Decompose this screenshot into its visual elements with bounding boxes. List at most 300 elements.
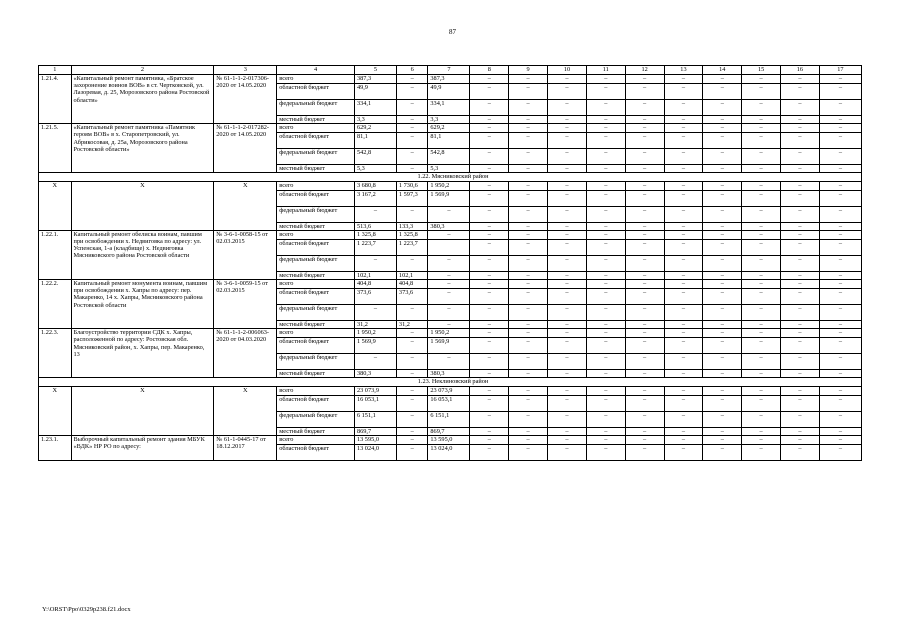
- value-cell: –: [548, 230, 587, 239]
- value-cell: –: [396, 305, 427, 321]
- value-cell: –: [586, 338, 625, 354]
- budget-type: областной бюджет: [277, 190, 355, 206]
- value-cell: –: [625, 230, 664, 239]
- value-cell: –: [819, 165, 861, 173]
- value-cell: –: [742, 435, 781, 444]
- value-cell: –: [625, 181, 664, 190]
- value-cell: –: [664, 165, 703, 173]
- value-cell: –: [742, 321, 781, 329]
- value-cell: 81,1: [428, 133, 470, 149]
- value-cell: –: [548, 239, 587, 255]
- object-name: Капитальный ремонт обелиска воинам, павшим при освобождении х. Недвиговка по адресу: ул. Успенская, 1-а (кладбище) х. Недвиговка Мясниковского района Ростовской области: [71, 230, 214, 279]
- value-cell: –: [586, 289, 625, 305]
- value-cell: –: [548, 255, 587, 271]
- value-cell: –: [354, 206, 396, 222]
- header-cell: 3: [214, 66, 277, 75]
- header-cell: 5: [354, 66, 396, 75]
- value-cell: –: [509, 239, 548, 255]
- value-cell: –: [470, 411, 509, 427]
- value-cell: –: [819, 116, 861, 124]
- value-cell: –: [625, 75, 664, 84]
- value-cell: –: [509, 255, 548, 271]
- budget-type: всего: [277, 124, 355, 133]
- value-cell: –: [509, 133, 548, 149]
- value-cell: 1 569,9: [354, 338, 396, 354]
- value-cell: –: [742, 354, 781, 370]
- value-cell: –: [625, 427, 664, 435]
- value-cell: –: [781, 444, 820, 460]
- value-cell: –: [509, 271, 548, 279]
- value-cell: 49,9: [428, 84, 470, 100]
- value-cell: –: [742, 411, 781, 427]
- value-cell: –: [548, 181, 587, 190]
- value-cell: –: [625, 133, 664, 149]
- value-cell: 1 325,8: [354, 230, 396, 239]
- value-cell: 5,3: [428, 165, 470, 173]
- value-cell: –: [586, 181, 625, 190]
- value-cell: –: [586, 444, 625, 460]
- value-cell: –: [819, 149, 861, 165]
- budget-type: всего: [277, 75, 355, 84]
- header-cell: 4: [277, 66, 355, 75]
- value-cell: –: [819, 271, 861, 279]
- value-cell: –: [781, 435, 820, 444]
- header-cell: 2: [71, 66, 214, 75]
- value-cell: –: [742, 444, 781, 460]
- value-cell: 380,3: [428, 222, 470, 230]
- value-cell: –: [396, 354, 427, 370]
- value-cell: –: [509, 222, 548, 230]
- section-row: [39, 378, 862, 386]
- value-cell: –: [509, 329, 548, 338]
- value-cell: –: [625, 305, 664, 321]
- value-cell: –: [664, 239, 703, 255]
- value-cell: –: [428, 321, 470, 329]
- value-cell: –: [470, 435, 509, 444]
- value-cell: –: [586, 239, 625, 255]
- value-cell: –: [586, 190, 625, 206]
- value-cell: –: [396, 427, 427, 435]
- value-cell: –: [396, 435, 427, 444]
- value-cell: –: [703, 435, 742, 444]
- value-cell: –: [742, 329, 781, 338]
- value-cell: –: [742, 149, 781, 165]
- value-cell: –: [742, 230, 781, 239]
- value-cell: –: [509, 338, 548, 354]
- budget-table: [38, 65, 862, 461]
- value-cell: –: [819, 239, 861, 255]
- value-cell: –: [470, 321, 509, 329]
- budget-type: областной бюджет: [277, 84, 355, 100]
- value-cell: –: [703, 370, 742, 378]
- value-cell: –: [703, 427, 742, 435]
- value-cell: –: [548, 190, 587, 206]
- value-cell: –: [781, 271, 820, 279]
- value-cell: –: [742, 386, 781, 395]
- value-cell: –: [703, 239, 742, 255]
- value-cell: –: [470, 444, 509, 460]
- value-cell: 1 950,2: [354, 329, 396, 338]
- header-cell: 12: [625, 66, 664, 75]
- value-cell: 16 053,1: [354, 395, 396, 411]
- value-cell: 629,2: [354, 124, 396, 133]
- value-cell: –: [781, 75, 820, 84]
- value-cell: –: [742, 239, 781, 255]
- budget-type: областной бюджет: [277, 239, 355, 255]
- value-cell: –: [509, 75, 548, 84]
- value-cell: –: [428, 230, 470, 239]
- value-cell: –: [509, 289, 548, 305]
- table-row: [39, 386, 862, 395]
- value-cell: –: [470, 329, 509, 338]
- value-cell: –: [428, 206, 470, 222]
- budget-type: всего: [277, 280, 355, 289]
- value-cell: –: [625, 190, 664, 206]
- row-number: Х: [39, 386, 72, 435]
- value-cell: –: [548, 206, 587, 222]
- value-cell: –: [819, 444, 861, 460]
- budget-type: местный бюджет: [277, 165, 355, 173]
- value-cell: –: [625, 239, 664, 255]
- value-cell: –: [742, 370, 781, 378]
- value-cell: 513,6: [354, 222, 396, 230]
- row-number: 1.23.1.: [39, 435, 72, 460]
- value-cell: –: [548, 444, 587, 460]
- value-cell: –: [548, 321, 587, 329]
- value-cell: –: [664, 338, 703, 354]
- value-cell: –: [470, 354, 509, 370]
- value-cell: –: [664, 271, 703, 279]
- table-row: [39, 280, 862, 289]
- value-cell: –: [509, 435, 548, 444]
- value-cell: –: [548, 165, 587, 173]
- value-cell: –: [819, 411, 861, 427]
- value-cell: –: [664, 435, 703, 444]
- budget-type: федеральный бюджет: [277, 255, 355, 271]
- value-cell: –: [664, 444, 703, 460]
- value-cell: –: [819, 75, 861, 84]
- value-cell: –: [586, 354, 625, 370]
- value-cell: –: [396, 75, 427, 84]
- value-cell: –: [742, 165, 781, 173]
- value-cell: 1 950,2: [428, 181, 470, 190]
- document-ref: № 3-6-1-0059-15 от 02.03.2015: [214, 280, 277, 329]
- value-cell: 13 024,0: [428, 444, 470, 460]
- value-cell: –: [625, 289, 664, 305]
- row-number: 1.22.3.: [39, 329, 72, 378]
- value-cell: –: [470, 116, 509, 124]
- value-cell: –: [548, 435, 587, 444]
- value-cell: –: [586, 230, 625, 239]
- value-cell: –: [625, 395, 664, 411]
- value-cell: –: [470, 427, 509, 435]
- row-number: 1.22.2.: [39, 280, 72, 329]
- budget-type: федеральный бюджет: [277, 149, 355, 165]
- header-cell: 10: [548, 66, 587, 75]
- budget-type: федеральный бюджет: [277, 206, 355, 222]
- value-cell: –: [664, 206, 703, 222]
- document-ref: Х: [214, 181, 277, 230]
- value-cell: –: [586, 75, 625, 84]
- value-cell: –: [664, 124, 703, 133]
- value-cell: 373,6: [354, 289, 396, 305]
- budget-type: местный бюджет: [277, 370, 355, 378]
- budget-type: федеральный бюджет: [277, 305, 355, 321]
- budget-type: областной бюджет: [277, 289, 355, 305]
- value-cell: –: [664, 230, 703, 239]
- value-cell: –: [625, 411, 664, 427]
- header-cell: 8: [470, 66, 509, 75]
- value-cell: –: [396, 444, 427, 460]
- object-name: Х: [71, 386, 214, 435]
- object-name: Выборочный капитальный ремонт здания МБУК «ВДК» НР РО по адресу:: [71, 435, 214, 460]
- value-cell: –: [509, 116, 548, 124]
- value-cell: –: [509, 280, 548, 289]
- value-cell: –: [819, 395, 861, 411]
- value-cell: –: [625, 321, 664, 329]
- section-title: 1.22. Мясниковский район: [39, 173, 862, 181]
- value-cell: –: [548, 149, 587, 165]
- value-cell: –: [742, 124, 781, 133]
- footer-file-path: Y:\ORST\Ppo\0329p238.f21.docx: [42, 606, 131, 613]
- value-cell: –: [586, 271, 625, 279]
- value-cell: –: [703, 289, 742, 305]
- value-cell: –: [548, 370, 587, 378]
- header-cell: 6: [396, 66, 427, 75]
- object-name: Х: [71, 181, 214, 230]
- value-cell: 3 680,8: [354, 181, 396, 190]
- value-cell: –: [664, 321, 703, 329]
- value-cell: –: [742, 222, 781, 230]
- value-cell: –: [703, 321, 742, 329]
- value-cell: –: [664, 411, 703, 427]
- value-cell: 13 024,0: [354, 444, 396, 460]
- value-cell: –: [548, 84, 587, 100]
- value-cell: –: [625, 280, 664, 289]
- value-cell: 13 595,0: [354, 435, 396, 444]
- value-cell: –: [428, 354, 470, 370]
- value-cell: –: [586, 165, 625, 173]
- value-cell: –: [781, 100, 820, 116]
- value-cell: –: [586, 435, 625, 444]
- value-cell: [428, 239, 470, 255]
- value-cell: –: [548, 427, 587, 435]
- value-cell: –: [703, 354, 742, 370]
- value-cell: 334,1: [354, 100, 396, 116]
- value-cell: –: [819, 338, 861, 354]
- value-cell: –: [781, 370, 820, 378]
- row-number: Х: [39, 181, 72, 230]
- value-cell: –: [548, 305, 587, 321]
- value-cell: 16 053,1: [428, 395, 470, 411]
- value-cell: –: [819, 354, 861, 370]
- value-cell: –: [509, 395, 548, 411]
- value-cell: –: [428, 305, 470, 321]
- value-cell: –: [781, 329, 820, 338]
- row-number: 1.21.5.: [39, 124, 72, 173]
- value-cell: –: [586, 255, 625, 271]
- document-ref: № 3-6-1-0058-15 от 02.03.2015: [214, 230, 277, 279]
- value-cell: –: [703, 100, 742, 116]
- value-cell: –: [470, 271, 509, 279]
- value-cell: –: [548, 354, 587, 370]
- value-cell: –: [664, 305, 703, 321]
- budget-type: всего: [277, 329, 355, 338]
- header-cell: 9: [509, 66, 548, 75]
- value-cell: –: [586, 149, 625, 165]
- value-cell: –: [781, 386, 820, 395]
- value-cell: –: [428, 289, 470, 305]
- value-cell: –: [509, 411, 548, 427]
- value-cell: –: [548, 411, 587, 427]
- budget-type: местный бюджет: [277, 116, 355, 124]
- value-cell: –: [548, 100, 587, 116]
- value-cell: –: [703, 255, 742, 271]
- value-cell: –: [509, 190, 548, 206]
- value-cell: –: [625, 165, 664, 173]
- value-cell: 3,3: [354, 116, 396, 124]
- value-cell: –: [509, 165, 548, 173]
- value-cell: –: [781, 165, 820, 173]
- value-cell: –: [664, 289, 703, 305]
- value-cell: –: [703, 165, 742, 173]
- value-cell: –: [586, 116, 625, 124]
- value-cell: –: [781, 222, 820, 230]
- value-cell: –: [703, 444, 742, 460]
- budget-type: областной бюджет: [277, 133, 355, 149]
- value-cell: –: [586, 222, 625, 230]
- value-cell: –: [625, 100, 664, 116]
- value-cell: –: [703, 222, 742, 230]
- value-cell: –: [781, 230, 820, 239]
- value-cell: –: [396, 165, 427, 173]
- value-cell: –: [625, 255, 664, 271]
- value-cell: 380,3: [428, 370, 470, 378]
- value-cell: –: [742, 289, 781, 305]
- value-cell: –: [625, 354, 664, 370]
- value-cell: –: [548, 289, 587, 305]
- value-cell: –: [586, 133, 625, 149]
- value-cell: –: [664, 149, 703, 165]
- value-cell: 1 223,7: [396, 239, 427, 255]
- value-cell: –: [742, 116, 781, 124]
- header-cell: 16: [781, 66, 820, 75]
- value-cell: 1 223,7: [354, 239, 396, 255]
- section-row: [39, 173, 862, 181]
- value-cell: –: [548, 271, 587, 279]
- value-cell: –: [428, 271, 470, 279]
- value-cell: –: [396, 100, 427, 116]
- value-cell: –: [396, 395, 427, 411]
- value-cell: –: [819, 321, 861, 329]
- value-cell: –: [354, 255, 396, 271]
- value-cell: –: [625, 338, 664, 354]
- value-cell: –: [819, 190, 861, 206]
- object-name: Капитальный ремонт монумента воинам, павшим при освобождении х. Хапры по адресу: пер. Макаренко, 14 х. Хапры, Мясниковского района Ростовской области: [71, 280, 214, 329]
- value-cell: –: [548, 124, 587, 133]
- value-cell: –: [819, 84, 861, 100]
- value-cell: 1 950,2: [428, 329, 470, 338]
- value-cell: 542,8: [428, 149, 470, 165]
- value-cell: –: [548, 116, 587, 124]
- value-cell: –: [703, 338, 742, 354]
- value-cell: –: [664, 84, 703, 100]
- budget-type: местный бюджет: [277, 222, 355, 230]
- value-cell: –: [509, 230, 548, 239]
- value-cell: –: [819, 370, 861, 378]
- value-cell: –: [586, 395, 625, 411]
- value-cell: –: [819, 230, 861, 239]
- value-cell: –: [703, 386, 742, 395]
- value-cell: –: [509, 427, 548, 435]
- value-cell: –: [664, 329, 703, 338]
- value-cell: –: [548, 395, 587, 411]
- value-cell: 1 730,6: [396, 181, 427, 190]
- value-cell: 6 151,1: [354, 411, 396, 427]
- row-number: 1.21.4.: [39, 75, 72, 124]
- document-ref: № 61-1-1-2-017282-2020 от 14.05.2020: [214, 124, 277, 173]
- value-cell: –: [703, 149, 742, 165]
- value-cell: –: [509, 370, 548, 378]
- page-number: 87: [449, 28, 456, 36]
- document-ref: № 61-1-0445-17 от 18.12.2017: [214, 435, 277, 460]
- value-cell: –: [742, 206, 781, 222]
- budget-type: всего: [277, 230, 355, 239]
- value-cell: –: [703, 75, 742, 84]
- value-cell: –: [548, 338, 587, 354]
- value-cell: –: [586, 84, 625, 100]
- value-cell: 3,3: [428, 116, 470, 124]
- table-row: [39, 435, 862, 444]
- value-cell: –: [470, 84, 509, 100]
- value-cell: 404,8: [354, 280, 396, 289]
- value-cell: –: [396, 124, 427, 133]
- value-cell: –: [586, 206, 625, 222]
- value-cell: –: [470, 305, 509, 321]
- value-cell: –: [586, 329, 625, 338]
- value-cell: –: [742, 395, 781, 411]
- value-cell: –: [742, 75, 781, 84]
- budget-type: всего: [277, 435, 355, 444]
- value-cell: –: [819, 435, 861, 444]
- value-cell: 869,7: [428, 427, 470, 435]
- value-cell: –: [819, 305, 861, 321]
- value-cell: –: [781, 206, 820, 222]
- value-cell: –: [354, 305, 396, 321]
- value-cell: –: [509, 149, 548, 165]
- object-name: «Капитальный ремонт памятника «Памятник героям ВОВ» в х. Старопетровский, ул. Абрикосовая, д. 25а, Морозовского района Ростовской области»: [71, 124, 214, 173]
- value-cell: –: [703, 230, 742, 239]
- value-cell: –: [781, 289, 820, 305]
- value-cell: 629,2: [428, 124, 470, 133]
- value-cell: –: [703, 206, 742, 222]
- value-cell: –: [664, 395, 703, 411]
- value-cell: –: [664, 427, 703, 435]
- value-cell: –: [586, 305, 625, 321]
- value-cell: –: [819, 100, 861, 116]
- value-cell: –: [742, 190, 781, 206]
- budget-type: местный бюджет: [277, 427, 355, 435]
- value-cell: –: [781, 427, 820, 435]
- budget-type: местный бюджет: [277, 321, 355, 329]
- value-cell: 23 073,9: [428, 386, 470, 395]
- value-cell: –: [703, 305, 742, 321]
- value-cell: –: [819, 329, 861, 338]
- value-cell: –: [354, 354, 396, 370]
- value-cell: –: [470, 206, 509, 222]
- value-cell: –: [396, 255, 427, 271]
- object-name: Благоустройство территории СДК х. Хапры, расположенной по адресу: Ростовская обл. Мясниковский район, х. Хапры, пер. Макаренко, 13: [71, 329, 214, 378]
